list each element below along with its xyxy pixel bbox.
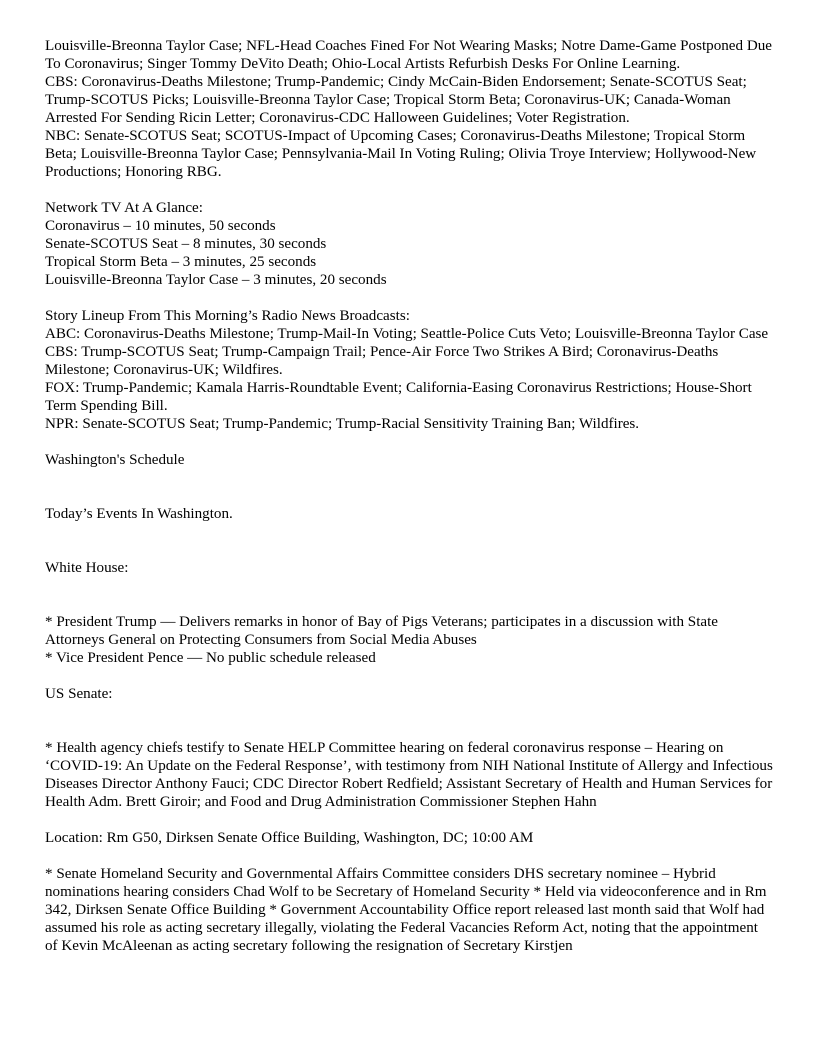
help-hearing-location: Location: Rm G50, Dirksen Senate Office Building, Washington, DC; 10:00 AM [45, 830, 534, 846]
radio-heading: Story Lineup From This Morning’s Radio News Broadcasts: [45, 308, 410, 324]
npr-radio-lineup: NPR: Senate-SCOTUS Seat; Trump-Pandemic; Trump-Racial Sensitivity Training Ban; Wildfires. [45, 416, 640, 432]
schedule-subheading: Today’s Events In Washington. [45, 506, 233, 522]
fox-radio-lineup: FOX: Trump-Pandemic; Kamala Harris-Roundtable Event; California-Easing Coronavirus Restrictions; House-Short Term Spending Bill. [45, 380, 752, 414]
pence-schedule: * Vice President Pence — No public schedule released [45, 650, 376, 666]
white-house-heading: White House: [45, 560, 129, 576]
cbs-radio-lineup: CBS: Trump-SCOTUS Seat; Trump-Campaign Trail; Pence-Air Force Two Strikes A Bird; Coronavirus-Deaths Milestone; Coronavirus-UK; Wildfires. [45, 344, 719, 378]
tv-lineup-section [45, 37, 773, 181]
schedule-heading: Washington's Schedule [45, 452, 185, 468]
help-committee-hearing: * Health agency chiefs testify to Senate HELP Committee hearing on federal coronavirus response – Hearing on ‘COVID-19: An Update on the Federal Response’, with testimony from NIH National Institute of Allergy and Infectious Diseases Director Anthony Fauci; CDC Director Robert Redfield; Assistant Secretary of Health and Human Services for Health Adm. Brett Giroir; and Food and Drug Administration Commissioner Stephen Hahn [45, 740, 773, 810]
glance-item: Tropical Storm Beta – 3 minutes, 25 seconds [45, 254, 317, 270]
white-house-events [45, 613, 773, 667]
senate-heading: US Senate: [45, 686, 113, 702]
document-page [45, 37, 773, 973]
nbc-tv-lineup: NBC: Senate-SCOTUS Seat; SCOTUS-Impact of Upcoming Cases; Coronavirus-Deaths Milestone; Tropical Storm Beta; Louisville-Breonna Taylor Case; Pennsylvania-Mail In Voting Ruling; Olivia Troye Interview; Hollywood-New Productions; Honoring RBG. [45, 128, 757, 180]
glance-item: Louisville-Breonna Taylor Case – 3 minutes, 20 seconds [45, 272, 387, 288]
glance-heading: Network TV At A Glance: [45, 200, 203, 216]
glance-item: Senate-SCOTUS Seat – 8 minutes, 30 seconds [45, 236, 327, 252]
abc-radio-lineup: ABC: Coronavirus-Deaths Milestone; Trump-Mail-In Voting; Seattle-Police Cuts Veto; Louisville-Breonna Taylor Case [45, 326, 769, 342]
glance-item: Coronavirus – 10 minutes, 50 seconds [45, 218, 276, 234]
cbs-tv-lineup: CBS: Coronavirus-Deaths Milestone; Trump-Pandemic; Cindy McCain-Biden Endorsement; Senate-SCOTUS Seat; Trump-SCOTUS Picks; Louisville-Breonna Taylor Case; Tropical Storm Beta; Coronavirus-UK; Canada-Woman Arrested For Sending Ricin Letter; Coronavirus-CDC Halloween Guidelines; Voter Registration. [45, 74, 747, 126]
network-tv-glance-section [45, 199, 773, 289]
trump-schedule: * President Trump — Delivers remarks in honor of Bay of Pigs Veterans; participates in a discussion with State Attorneys General on Protecting Consumers from Social Media Abuses [45, 614, 718, 648]
abc-tv-lineup-continued: Louisville-Breonna Taylor Case; NFL-Head Coaches Fined For Not Wearing Masks; Notre Dame-Game Postponed Due To Coronavirus; Singer Tommy DeVito Death; Ohio-Local Artists Refurbish Desks For Online Learning. [45, 38, 772, 72]
radio-lineup-section [45, 307, 773, 433]
dhs-nominee-hearing: * Senate Homeland Security and Governmental Affairs Committee considers DHS secretary nominee – Hybrid nominations hearing considers Chad Wolf to be Secretary of Homeland Security * Held via videoconference and in Rm 342, Dirksen Senate Office Building * Government Accountability Office report released last month said that Wolf had assumed his role as acting secretary illegally, violating the Federal Vacancies Reform Act, noting that the appointment of Kevin McAleenan as acting secretary following the resignation of Secretary Kirstjen [45, 866, 767, 954]
